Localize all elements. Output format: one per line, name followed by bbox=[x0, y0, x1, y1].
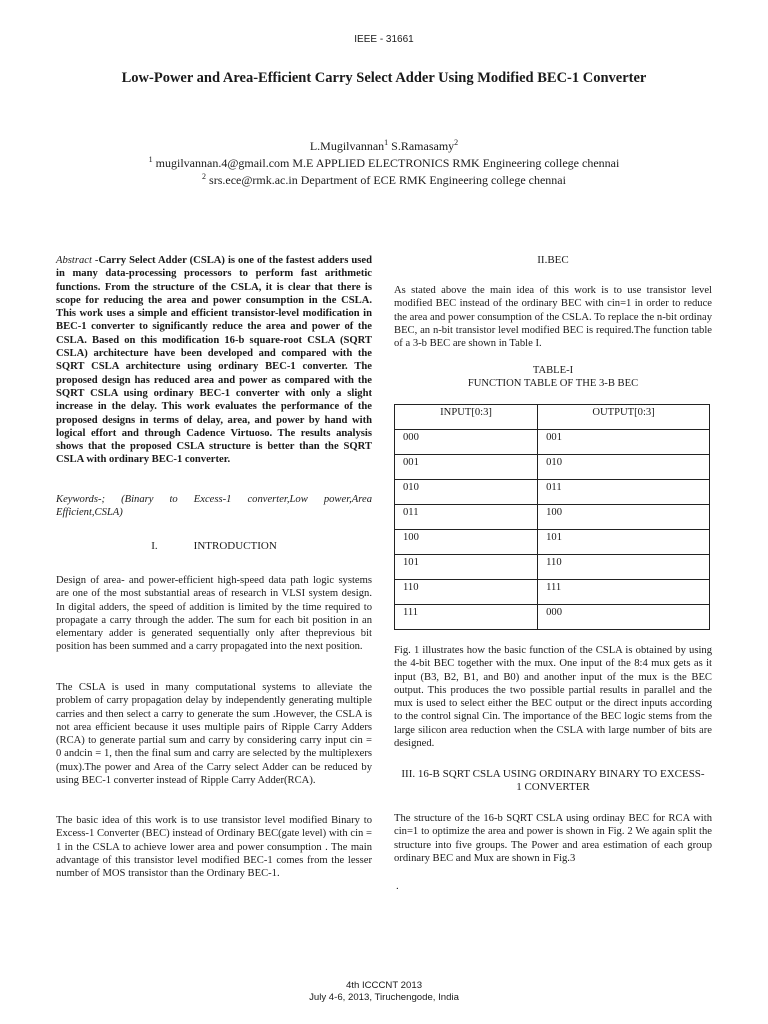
intro-paragraph-3: The basic idea of this work is to use transistor level modified Binary to Excess-1 Converter (BEC) instead of Ordinary BEC(gate level) with cin = 1 in the CSLA to achieve lower area and power consumption . The main advantage of this transistor level modified BEC-1 comes from the lesser number of MOS transistor than the Ordinary BEC-1. bbox=[56, 815, 372, 880]
footer-date-location: July 4-6, 2013, Tiruchengode, India bbox=[309, 991, 459, 1003]
table-cell-output: 111 bbox=[538, 580, 710, 605]
table-cell-output: 100 bbox=[538, 505, 710, 530]
table-caption-label: TABLE-I bbox=[532, 365, 574, 376]
table-cell-output: 110 bbox=[538, 555, 710, 580]
table-caption-title: FUNCTION TABLE OF THE 3-B BEC bbox=[467, 377, 639, 389]
section-heading-line-1: III. 16-B SQRT CSLA USING ORDINARY BINARY TO EXCESS- bbox=[401, 768, 705, 780]
table-cell-input: 000 bbox=[395, 430, 538, 455]
section-heading-introduction bbox=[56, 540, 372, 552]
table-cell-input: 011 bbox=[395, 505, 538, 530]
author-2-sup: 2 bbox=[454, 138, 459, 147]
table-header-output: OUTPUT[0:3] bbox=[538, 405, 710, 430]
sqrt-csla-paragraph: The structure of the 16-b SQRT CSLA using ordinay BEC for RCA with cin=1 to optimize the area and power is shown in Fig. 2 We again split the structure into five groups. The Power and area estimation of each group ordinary BEC and Mux are shown in Fig.3 bbox=[394, 813, 712, 864]
table-cell-input: 101 bbox=[395, 555, 538, 580]
section-title: INTRODUCTION bbox=[193, 540, 277, 552]
section-heading-sqrt-csla bbox=[394, 768, 712, 794]
affiliation-1-sup: 1 bbox=[148, 155, 153, 164]
abstract bbox=[56, 254, 372, 467]
table-cell-input: 111 bbox=[395, 605, 538, 630]
affiliation-2 bbox=[40, 170, 728, 187]
section-heading-bec: II.BEC bbox=[537, 254, 569, 266]
table-row bbox=[395, 505, 710, 530]
table-cell-input: 110 bbox=[395, 580, 538, 605]
table-cell-output: 011 bbox=[538, 480, 710, 505]
author-names bbox=[40, 136, 728, 153]
abstract-body: Carry Select Adder (CSLA) is one of the fastest adders used in many data-processing processors to perform fast arithmetic functions. From the structure of the CSLA, it is clear that there is scope for reducing the area and power consumption in the CSLA. This work uses a simple and efficient transistor-level modification in BEC-1 converter to significantly reduce the area and power of the CSLA. Based on this modification 16-b square-root CSLA (SQRT CSLA) architecture have been developed and compared with the SQRT CSLA architecture using ordinary BEC-1 converter. The proposed design has reduced area and power as compared with the SQRT CSLA using ordinary BEC-1 converter with only a slight increase in the delay. This work evaluates the performance of the proposed designs in terms of delay, area, and power by hand with logical effort and through Cadence Virtuoso. The results analysis shows that the proposed CSLA structure is better than the SQRT CSLA with ordinary BEC-1 converter. bbox=[56, 255, 372, 466]
affiliation-1 bbox=[40, 153, 728, 170]
affiliation-1-text: mugilvannan.4@gmail.com M.E APPLIED ELECTRONICS RMK Engineering college chennai bbox=[155, 156, 620, 170]
table-row bbox=[395, 430, 710, 455]
table-header-input: INPUT[0:3] bbox=[395, 405, 538, 430]
author-1-name: L.Mugilvannan bbox=[309, 139, 385, 153]
author-block bbox=[40, 136, 728, 187]
bec-function-table bbox=[394, 404, 710, 630]
table-row bbox=[395, 455, 710, 480]
table-row bbox=[395, 580, 710, 605]
table-row bbox=[395, 555, 710, 580]
affiliation-2-text: srs.ece@rmk.ac.in Department of ECE RMK Engineering college chennai bbox=[209, 173, 566, 187]
footer-conference: 4th ICCCNT 2013 bbox=[345, 980, 423, 991]
table-row bbox=[395, 480, 710, 505]
section-heading-line-2: 1 CONVERTER bbox=[516, 781, 590, 793]
table-cell-output: 101 bbox=[538, 530, 710, 555]
author-2-name: S.Ramasamy bbox=[391, 139, 455, 153]
keywords: Keywords-; (Binary to Excess-1 converter,Low power,Area Efficient,CSLA) bbox=[56, 494, 372, 519]
abstract-lead: Abstract - bbox=[56, 255, 99, 266]
page-footer bbox=[0, 980, 768, 1003]
intro-paragraph-1: Design of area- and power-efficient high-speed data path logic systems are one of the most substantial areas of research in VLSI system design. In digital adders, the speed of addition is limited by the time required to propagate a carry through the adder. The sum for each bit position in an elementary adder is generated sequentially only after theprevious bit position has been summed and a carry propagated into the next position. bbox=[56, 575, 372, 653]
figure-1-paragraph: Fig. 1 illustrates how the basic function of the CSLA is obtained by using the 4-bit BEC together with the mux. One input of the 8:4 mux gets as it input (B3, B2, B1, and B0) and another input of the mux is the BEC output. This produces the two possible partial results in parallel and the mux is used to select either the BEC output or the direct inputs according to the control signal Cin. The importance of the BEC logic stems from the large silicon area reduction when the CSLA with large number of bits are designed. bbox=[394, 645, 712, 750]
bec-paragraph: As stated above the main idea of this work is to use transistor level modified BEC instead of the ordinary BEC with cin=1 in order to reduce the area and power consumption of the CSLA. To replace the n-bit ordinay BEC, an n-bit transistor level modified BEC is required.The function table of a 3-b BEC are shown in Table I. bbox=[394, 285, 712, 350]
table-cell-output: 010 bbox=[538, 455, 710, 480]
table-row bbox=[395, 530, 710, 555]
author-1-sup: 1 bbox=[384, 138, 389, 147]
stray-dot: . bbox=[396, 880, 399, 892]
page-header-id: IEEE - 31661 bbox=[354, 34, 414, 45]
table-cell-output: 001 bbox=[538, 430, 710, 455]
table-cell-input: 001 bbox=[395, 455, 538, 480]
table-cell-output: 000 bbox=[538, 605, 710, 630]
table-cell-input: 100 bbox=[395, 530, 538, 555]
paper-title: Low-Power and Area-Efficient Carry Select Adder Using Modified BEC-1 Converter bbox=[121, 70, 647, 86]
table-caption bbox=[394, 365, 712, 390]
intro-paragraph-2: The CSLA is used in many computational systems to alleviate the problem of carry propagation delay by independently generating multiple carries and then select a carry to generate the sum .However, the CSLA is not area efficient because it uses multiple pairs of Ripple Carry Adders (RCA) to generate partial sum and carry by considering carry input cin = 0 andcin = 1, then the final sum and carry are selected by the multiplexers (mux).The power and Area of the Carry select Adder can be reduced by using BEC-1 converter instead of Ripple Carry Adder(RCA). bbox=[56, 682, 372, 787]
affiliation-2-sup: 2 bbox=[202, 172, 207, 181]
table-cell-input: 010 bbox=[395, 480, 538, 505]
section-number: I. bbox=[151, 540, 158, 552]
table-header-row bbox=[395, 405, 710, 430]
table-row bbox=[395, 605, 710, 630]
